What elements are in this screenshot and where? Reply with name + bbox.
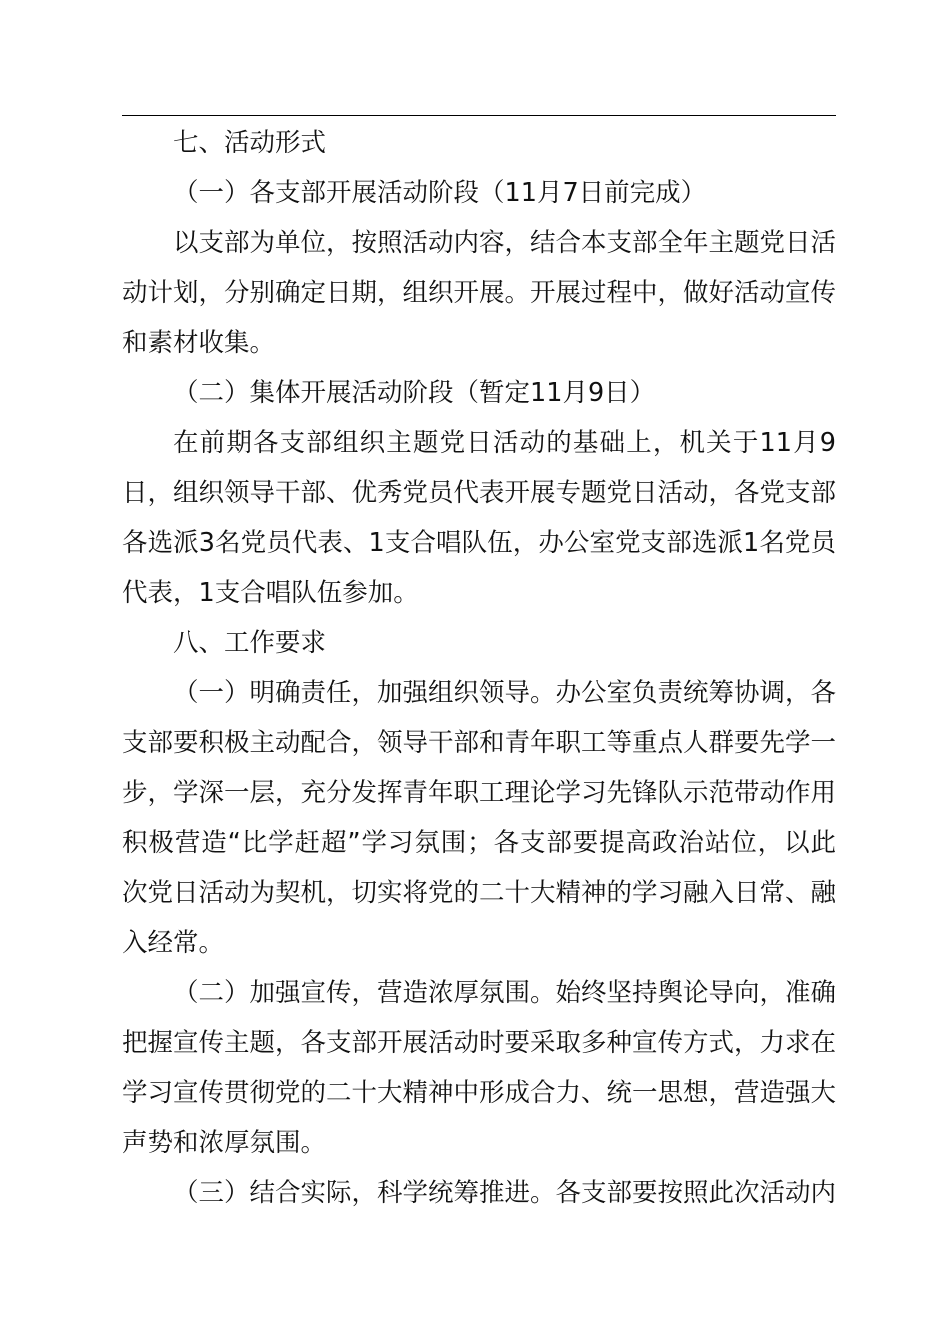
header-rule (122, 115, 836, 116)
paragraph-requirement-1: （一）明确责任，加强组织领导。办公室负责统筹协调，各支部要积极主动配合，领导干部和青年职工等重点人群要先学一步，学深一层，充分发挥青年职工理论学习先锋队示范带动作用积极营造“比学赶超”学习氛围；各支部要提高政治站位，以此次党日活动为契机，切实将党的二十大精神的学习融入日常、融入经常。 (122, 678, 837, 958)
paragraph-collective-stage: 在前期各支部组织主题党日活动的基础上，机关于11月9日，组织领导干部、优秀党员代表开展专题党日活动，各党支部各选派3名党员代表、1支合唱队伍，办公室党支部选派1名党员代表，1支合唱队伍参加。 (122, 428, 837, 608)
section-heading-activity-form: 七、活动形式 (173, 128, 327, 158)
paragraph-branch-stage: 以支部为单位，按照活动内容，结合本支部全年主题党日活动计划，分别确定日期，组织开展。开展过程中，做好活动宣传和素材收集。 (122, 228, 837, 358)
document-body (122, 118, 836, 1218)
section-heading-work-requirements: 八、工作要求 (173, 628, 327, 658)
paragraph-requirement-2: （二）加强宣传，营造浓厚氛围。始终坚持舆论导向，准确把握宣传主题，各支部开展活动时要采取多种宣传方式，力求在学习宣传贯彻党的二十大精神中形成合力、统一思想，营造强大声势和浓厚氛围。 (122, 978, 837, 1158)
paragraph-requirement-3: （三）结合实际，科学统筹推进。各支部要按照此次活动内 (173, 1178, 837, 1208)
subheading-branch-stage: （一）各支部开展活动阶段（11月7日前完成） (173, 178, 707, 208)
subheading-collective-stage: （二）集体开展活动阶段（暂定11月9日） (173, 378, 656, 408)
